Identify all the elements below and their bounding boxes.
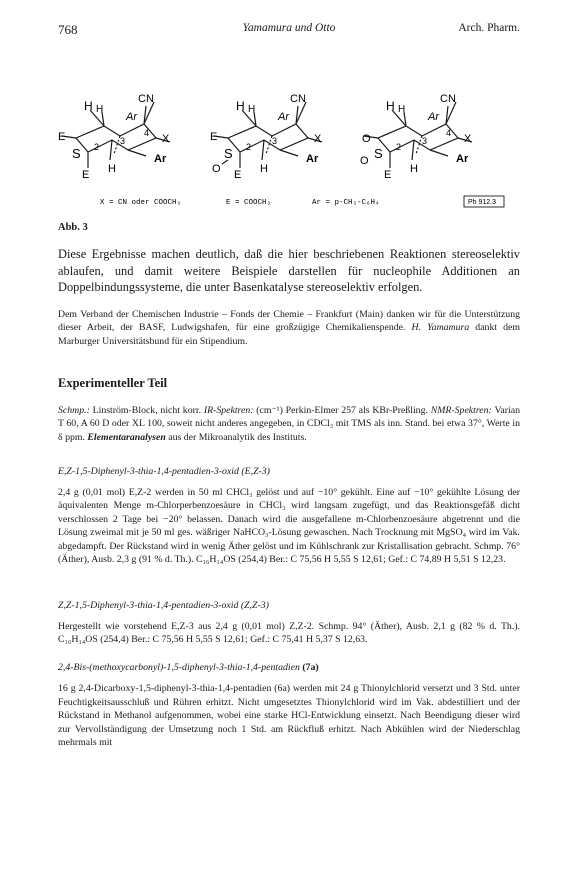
locant-3: 3: [120, 136, 126, 146]
ack-text: dankt dem Marburger Universitätsbund für ein Stipendium.: [58, 322, 520, 347]
atom-cn: CN: [290, 93, 306, 105]
ack-text: Dem Verband der Chemischen Industrie – Fonds der Chemie – Frankfurt (Main) danken wir für die Unterstützung dieser Arbeit, der BASF, Ludwigshafen, für eine großzügige Chemikalienspende.: [58, 309, 520, 334]
nmr-label: NMR-Spektren:: [430, 405, 492, 416]
page-number: 768: [58, 22, 78, 37]
legend-x: X = CN oder COOCH₃: [100, 199, 182, 207]
atom-ar: Ar: [154, 153, 167, 165]
ack-name: H. Yamamura: [411, 322, 470, 334]
locant-2: 2: [246, 142, 252, 152]
ir-label: IR-Spektren:: [203, 405, 254, 416]
atom-h: H: [108, 163, 116, 175]
atom-ar: Ar: [278, 111, 289, 123]
atom-e: E: [58, 131, 66, 143]
structure-drawings: [50, 72, 520, 212]
atom-e: E: [82, 169, 90, 181]
atom-cn: CN: [138, 93, 154, 105]
atom-ar: Ar: [126, 111, 137, 123]
atom-h: H: [236, 99, 245, 113]
atom-ar: Ar: [456, 153, 469, 165]
compound-heading: [58, 662, 319, 673]
atom-h: H: [386, 99, 395, 113]
atom-ar: Ar: [428, 111, 439, 123]
atom-h: H: [96, 104, 104, 115]
atom-s: S: [72, 146, 81, 161]
locant-3: 3: [272, 136, 278, 146]
atom-o: O: [362, 133, 371, 145]
atom-cn: CN: [440, 93, 456, 105]
atom-h: H: [260, 163, 268, 175]
locant-2: 2: [396, 142, 402, 152]
atom-e: E: [384, 169, 392, 181]
compound-ref: (7a): [302, 662, 319, 673]
ref-box-label: Ph 912.3: [468, 199, 497, 206]
locant-4: 4: [446, 128, 452, 138]
atom-h: H: [248, 104, 256, 115]
journal-name: Arch. Pharm.: [458, 22, 520, 34]
atom-s: S: [374, 146, 383, 161]
schmp-text: Linström-Block, nicht korr.: [92, 405, 202, 416]
atom-o: O: [360, 155, 369, 167]
ir-text: (cm⁻¹) Perkin-Elmer 257 als KBr-Preßling.: [256, 405, 428, 416]
compound-procedure: 2,4 g (0,01 mol) E,Z-2 werden in 50 ml CHCl₃ gelöst und auf −10° gekühlt. Eine auf −10° gekühlte Lösung der äquivalenten Menge m-Chlorperbenzoesäure in CHCl₃ wird langsam zugefügt, und das Reaktionsgefäß dicht verschlossen 2 Tage bei −20° belassen. Danach wird die ausgefallene m-Chlorbenzoesäure abgetrennt und die Lösung zweimal mit je 50 ml ges. wäßriger NaHCO₃-Lösung gewaschen. Nach Trocknung mit MgSO₄ wird im Vak. abgedampft. Der Rückstand wird in wenig Äther gelöst und im Kühlschrank zur Kristallisation gebracht. Schmp. 76° (Äther), Ausb. 2,3 g (91 % d. Th.). C₁₆H₁₄OS (254,4) Ber.: C 75,56 H 5,55 S 12,61; Gef.: C 74,89 H 5,51 S 12,23.: [58, 487, 520, 566]
compound-heading-text: 2,4-Bis-(methoxycarbonyl)-1,5-diphenyl-3-thia-1,4-pentadien: [58, 662, 300, 673]
running-header: [58, 22, 520, 40]
acknowledgement: [58, 308, 520, 348]
methods-paragraph: [58, 404, 520, 444]
atom-h: H: [398, 104, 406, 115]
atom-o: O: [212, 163, 221, 175]
ea-text: aus der Mikroanalytik des Instituts.: [168, 431, 307, 443]
atom-h: H: [410, 163, 418, 175]
compound-heading: E,Z-1,5-Diphenyl-3-thia-1,4-pentadien-3-oxid (E,Z-3): [58, 466, 270, 477]
atom-x: X: [464, 133, 472, 145]
ea-label: Elementaranalysen: [87, 431, 166, 443]
atom-e: E: [234, 169, 242, 181]
section-title: Experimenteller Teil: [58, 376, 168, 390]
figure-label: Abb. 3: [58, 222, 88, 233]
compound-procedure: 16 g 2,4-Dicarboxy-1,5-diphenyl-3-thia-1,4-pentadien (6a) werden mit 24 g Thionylchlorid versetzt und 3 Std. unter Feuchtigkeitsausschluß und Rühren erhitzt. Nicht umgesetztes Thionylchlorid wird im Vak. abdestilliert und der Rückstand in Methanol aufgenommen, wobei eine starke HCl-Entwicklung einsetzt. Nach Beendigung dieser wird zur Vervollständigung der Umsetzung noch 1 Std. am Rückfluß erhitzt. Nach Abkühlen wird der Niederschlag mehrmals mit: [58, 683, 520, 749]
schmp-label: Schmp.:: [58, 405, 90, 416]
compound-procedure: Hergestellt wie vorstehend E,Z-3 aus 2,4 g (0,01 mol) Z,Z-2. Schmp. 94° (Äther), Ausb. 2,1 g (82 % d. Th.). C₁₆H₁₄OS (254,4) Ber.: C 75,56 H 5,55 S 12,61; Gef.: C 75,41 H 5,37 S 12,63.: [58, 621, 520, 646]
running-authors: Yamamura und Otto: [242, 22, 336, 34]
locant-3: 3: [422, 136, 428, 146]
nmr-text: Varian T 60, A 60 D oder XL 100, soweit nicht anderes angegeben, in CDCl₃ mit TMS als inn. Stand. bei etwa 37°, Werte in δ ppm.: [58, 405, 521, 443]
locant-2: 2: [94, 142, 100, 152]
legend-e: E = COOCH₃: [226, 199, 272, 207]
discussion-paragraph: Diese Ergebnisse machen deutlich, daß die hier beschriebenen Reaktionen stereoselektiv ablaufen, und damit weitere Beispiele darstellen für nucleophile Additionen an Doppelbindungssysteme, die unter Basenkatalyse stereoselektiv erfolgen.: [58, 247, 520, 294]
legend-ar: Ar = p-CH₃-C₆H₄: [312, 199, 380, 207]
atom-e: E: [210, 131, 218, 143]
atom-h: H: [84, 99, 93, 113]
atom-x: X: [162, 133, 170, 145]
atom-x: X: [314, 133, 322, 145]
atom-ar: Ar: [306, 153, 319, 165]
locant-4: 4: [144, 128, 150, 138]
chemical-scheme: [50, 72, 520, 212]
atom-s: S: [224, 146, 233, 161]
compound-heading: Z,Z-1,5-Diphenyl-3-thia-1,4-pentadien-3-oxid (Z,Z-3): [58, 600, 269, 611]
